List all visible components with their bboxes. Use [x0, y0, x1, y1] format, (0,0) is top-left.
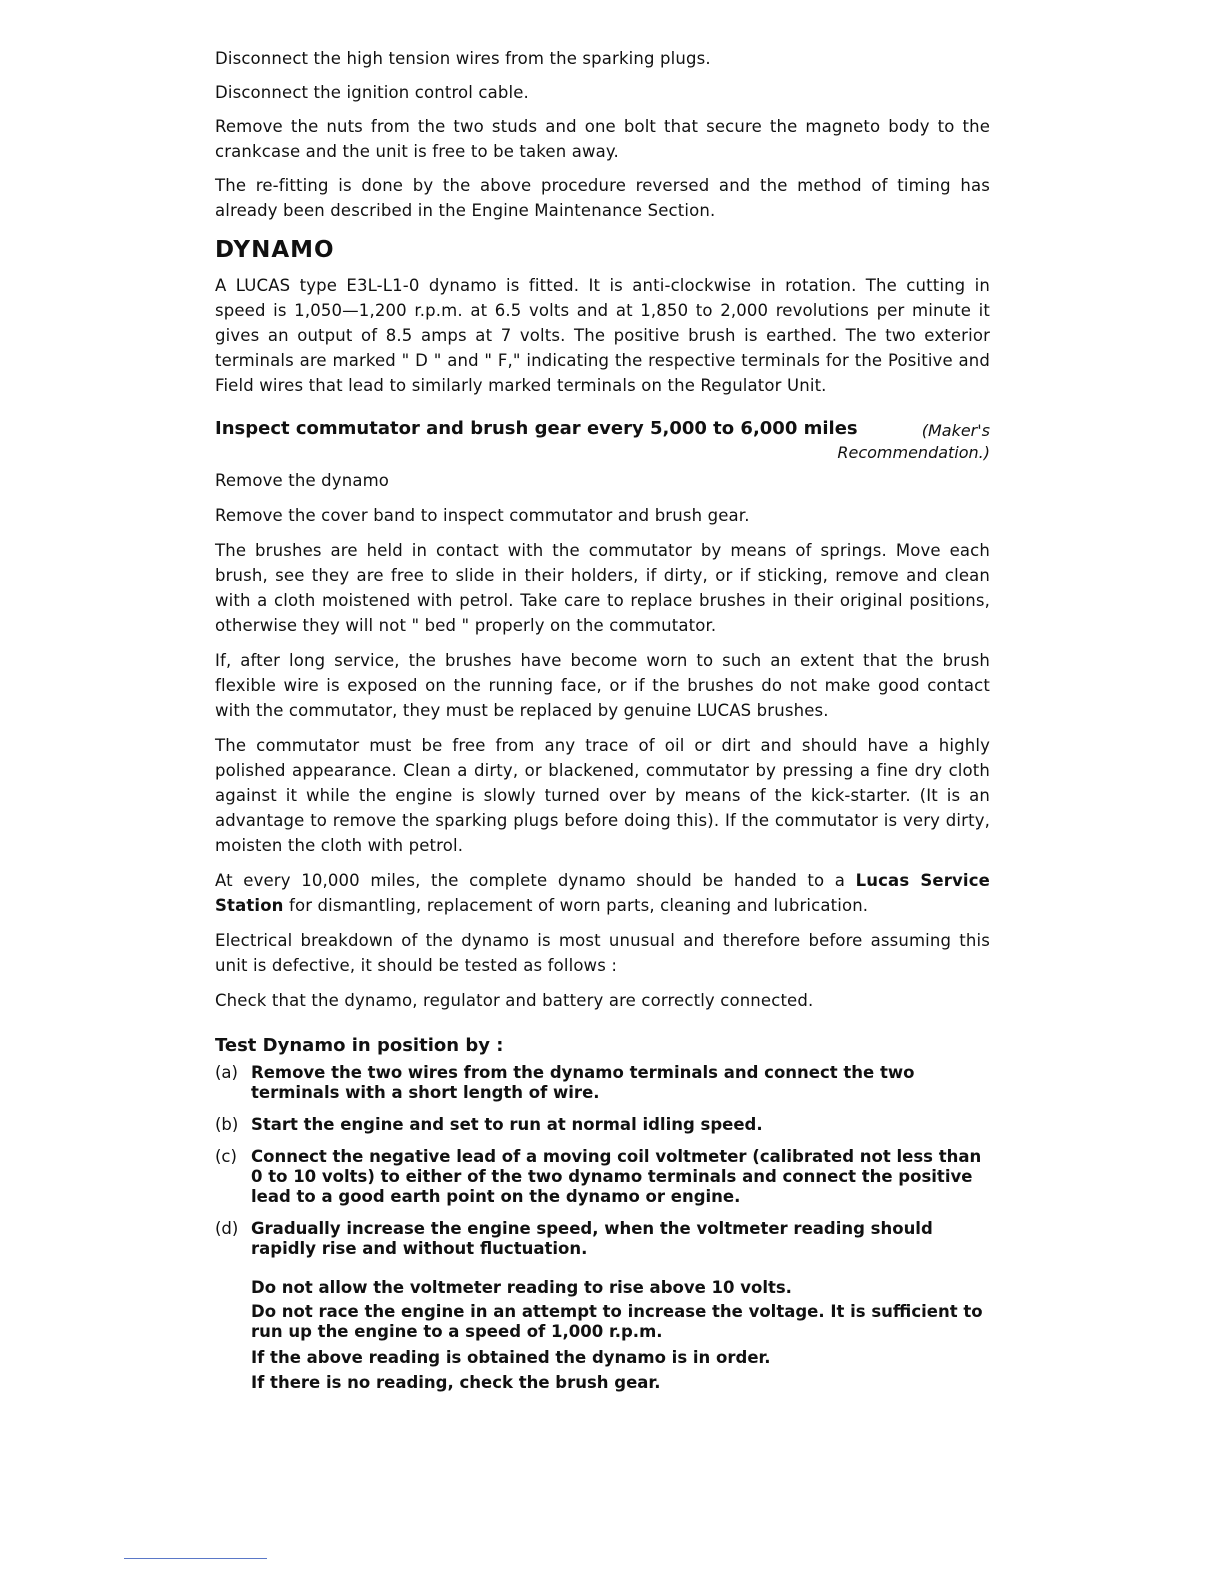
list-item-text: Gradually increase the engine speed, when the voltmeter reading should rapidly rise and without fluctuation. [251, 1219, 933, 1258]
inspect-step: The brushes are held in contact with the commutator by means of springs. Move each brush, see they are free to slide in their holders, if dirty, or if sticking, remove and clean with a cloth moistened with petrol. Take care to replace brushes in their original positions, otherwise they will not " bed " properly on the commutator. [215, 541, 990, 635]
list-item [215, 1147, 990, 1207]
inspect-step: Remove the cover band to inspect commutator and brush gear. [215, 506, 750, 525]
list-item-letter: (b) [215, 1115, 239, 1134]
test-note: If there is no reading, check the brush gear. [251, 1373, 661, 1392]
list-item-letter: (d) [215, 1219, 239, 1238]
dynamo-heading: DYNAMO [215, 237, 335, 263]
intro-paragraph: The re-fitting is done by the above procedure reversed and the method of timing has already been described in the Engine Maintenance Section. [215, 176, 990, 220]
intro-paragraph: Disconnect the high tension wires from the sparking plugs. [215, 49, 711, 68]
test-dynamo-heading: Test Dynamo in position by : [215, 1035, 504, 1056]
lucas-service-station: Lucas Service Station [215, 871, 990, 915]
intro-paragraph: Remove the nuts from the two studs and one bolt that secure the magneto body to the crankcase and the unit is free to be taken away. [215, 117, 990, 161]
service-paragraph [215, 868, 990, 918]
list-item [215, 1115, 990, 1135]
breakdown-paragraph: Electrical breakdown of the dynamo is most unusual and therefore before assuming this unit is defective, it should be tested as follows : [215, 931, 990, 975]
magneto-removal-section [215, 46, 990, 223]
test-steps-list [215, 1063, 990, 1259]
dynamo-description: A LUCAS type E3L-L1-0 dynamo is fitted. It is anti-clockwise in rotation. The cutting in speed is 1,050—1,200 r.p.m. at 6.5 volts and at 1,850 to 2,000 revolutions per minute it gives an output of 8.5 amps at 7 volts. The positive brush is earthed. The two exterior terminals are marked " D " and " F," indicating the respective terminals for the Positive and Field wires that lead to similarly marked terminals on the Regulator Unit. [215, 276, 990, 395]
intro-paragraph: Disconnect the ignition control cable. [215, 83, 529, 102]
list-item [215, 1063, 990, 1103]
list-item-letter: (c) [215, 1147, 237, 1166]
test-note: Do not allow the voltmeter reading to rise above 10 volts. [251, 1278, 792, 1297]
inspect-step: The commutator must be free from any trace of oil or dirt and should have a highly polished appearance. Clean a dirty, or blackened, commutator by pressing a fine dry cloth against it while the engine is slowly turned over by means of the kick-starter. (It is an advantage to remove the sparking plugs before doing this). If the commutator is very dirty, moisten the cloth with petrol. [215, 736, 990, 855]
test-note: If the above reading is obtained the dynamo is in order. [251, 1348, 771, 1367]
service-text-before: At every 10,000 miles, the complete dynamo should be handed to a [215, 871, 846, 890]
maker-recommendation-note: (Maker's Recommendation.) [837, 421, 990, 462]
list-item-text: Connect the negative lead of a moving coil voltmeter (calibrated not less than 0 to 10 volts) to either of the two dynamo terminals and connect the positive lead to a good earth point on the dynamo or engine. [251, 1147, 982, 1206]
list-item-text: Remove the two wires from the dynamo terminals and connect the two terminals with a short length of wire. [251, 1063, 915, 1102]
test-note: Do not race the engine in an attempt to increase the voltage. It is sufficient to run up the engine to a speed of 1,000 r.p.m. [251, 1302, 983, 1341]
inspect-step: If, after long service, the brushes have become worn to such an extent that the brush flexible wire is exposed on the running face, or if the brushes do not make good contact with the commutator, they must be replaced by genuine LUCAS brushes. [215, 651, 990, 720]
service-text-after: for dismantling, replacement of worn parts, cleaning and lubrication. [289, 896, 869, 915]
footnote-divider [124, 1558, 267, 1559]
inspect-step: Remove the dynamo [215, 471, 390, 490]
list-item-letter: (a) [215, 1063, 238, 1082]
inspect-heading: Inspect commutator and brush gear every 5,000 to 6,000 miles [215, 418, 858, 439]
list-item [215, 1219, 990, 1259]
list-item-text: Start the engine and set to run at normal idling speed. [251, 1115, 763, 1134]
check-connections-paragraph: Check that the dynamo, regulator and battery are correctly connected. [215, 991, 814, 1010]
inspect-heading-row [215, 418, 990, 466]
manual-page [215, 46, 990, 1397]
test-notes [251, 1277, 990, 1394]
